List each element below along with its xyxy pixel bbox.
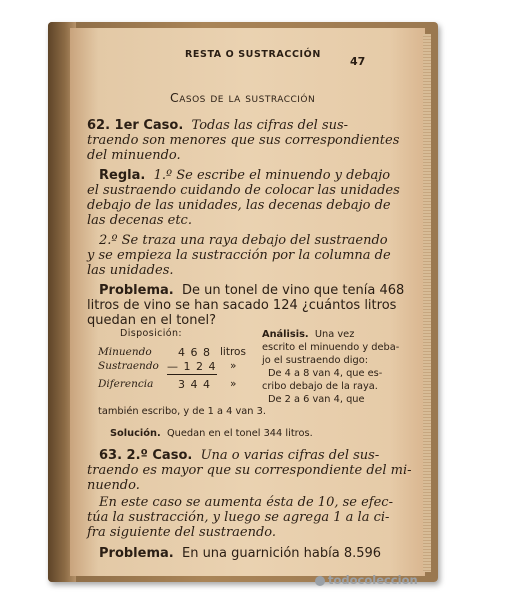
disposition-row-sustraendo-unit: » — [230, 360, 237, 372]
rule-p2-line3: las unidades. — [87, 263, 174, 278]
analysis-line5: cribo debajo de la raya. — [262, 381, 378, 392]
case1-paragraph — [87, 118, 412, 163]
case2-paragraph-2 — [87, 495, 412, 540]
problem1-line1: De un tonel de vino que tenía 468 — [181, 283, 405, 298]
analysis-line3: jo el sustraendo digo: — [262, 355, 369, 366]
case1-line3: del minuendo. — [87, 148, 181, 163]
disposition-row-diferencia-unit: » — [230, 378, 237, 390]
disposition-row-minuendo-value: 4 6 8 — [178, 346, 211, 359]
disposition-heading: Disposición: — [120, 328, 183, 339]
problem2-label: Problema. — [99, 546, 174, 561]
problem2-paragraph — [87, 546, 412, 561]
case2-paragraph — [87, 448, 412, 493]
analysis-line4: De 4 a 8 van 4, que es- — [268, 368, 383, 379]
disposition-row-diferencia-name: Diferencia — [98, 378, 154, 390]
solution-label: Solución. — [110, 428, 161, 439]
problem1-line3: quedan en el tonel? — [87, 313, 216, 328]
rule-label: Regla. — [99, 168, 146, 183]
case2-label: 63. 2.º Caso. — [99, 448, 193, 463]
case2-p2-line3: fra siguiente del sustraendo. — [87, 525, 277, 540]
case2-line3: nuendo. — [87, 478, 140, 493]
analysis-line1: Una vez — [314, 329, 355, 340]
rule-paragraph — [87, 168, 412, 228]
disposition-row-minuendo-unit: litros — [220, 346, 246, 358]
running-header: RESTA O SUSTRACCIÓN — [185, 49, 321, 60]
analysis-block — [262, 328, 412, 406]
watermark-dot-icon — [315, 576, 325, 586]
disposition-row-diferencia-value: 3 4 4 — [178, 378, 211, 391]
page-edges — [423, 34, 431, 572]
problem1-label: Problema. — [99, 283, 174, 298]
watermark-logo — [315, 573, 418, 587]
analysis-heading: Análisis. — [262, 329, 309, 340]
rule-paragraph-2 — [87, 233, 412, 278]
disposition-row-sustraendo-value: — 1 2 4 — [167, 360, 217, 373]
case2-p2-line1: En este caso se aumenta ésta de 10, se efec- — [99, 495, 393, 510]
case1-line2: traendo son menores que sus correspondientes — [87, 133, 400, 148]
rule-p2-line2: y se empieza la sustracción por la columna de — [87, 248, 391, 263]
problem2-line1: En una guarnición había 8.596 — [181, 546, 382, 561]
page-number: 47 — [350, 55, 366, 68]
rule-line4: las decenas etc. — [87, 213, 192, 228]
case2-p2-line2: túa la sustracción, y luego se agrega 1 a la ci- — [87, 510, 390, 525]
analysis-line7: también escribo, y de 1 a 4 van 3. — [98, 406, 266, 417]
solution-text: Quedan en el tonel 344 litros. — [166, 428, 313, 439]
disposition-row-minuendo-name: Minuendo — [98, 346, 152, 358]
case1-line1: Todas las cifras del sus- — [191, 118, 349, 133]
disposition-row-sustraendo-name: Sustraendo — [98, 360, 159, 372]
rule-line2: el sustraendo cuidando de colocar las unidades — [87, 183, 400, 198]
problem1-line2: litros de vino se han sacado 124 ¿cuántos litros — [87, 298, 397, 313]
rule-p2-line1: 2.º Se traza una raya debajo del sustraendo — [99, 233, 388, 248]
analysis-line6: De 2 a 6 van 4, que — [268, 394, 365, 405]
case2-line1: Una o varias cifras del sus- — [200, 448, 380, 463]
rule-line1: 1.º Se escribe el minuendo y debajo — [153, 168, 391, 183]
analysis-line2: escrito el minuendo y deba- — [262, 342, 400, 353]
case2-line2: traendo es mayor que su correspondiente del mi- — [87, 463, 412, 478]
rule-line3: debajo de las unidades, las decenas debajo de — [87, 198, 391, 213]
subtraction-rule-line — [167, 374, 217, 375]
problem1-paragraph — [87, 283, 412, 328]
book-page — [70, 28, 425, 576]
section-title: Casos de la sustracción — [170, 90, 316, 105]
watermark-text: todocoleccion — [328, 573, 418, 587]
solution-line — [110, 428, 313, 439]
case1-label: 62. 1er Caso. — [87, 118, 184, 133]
